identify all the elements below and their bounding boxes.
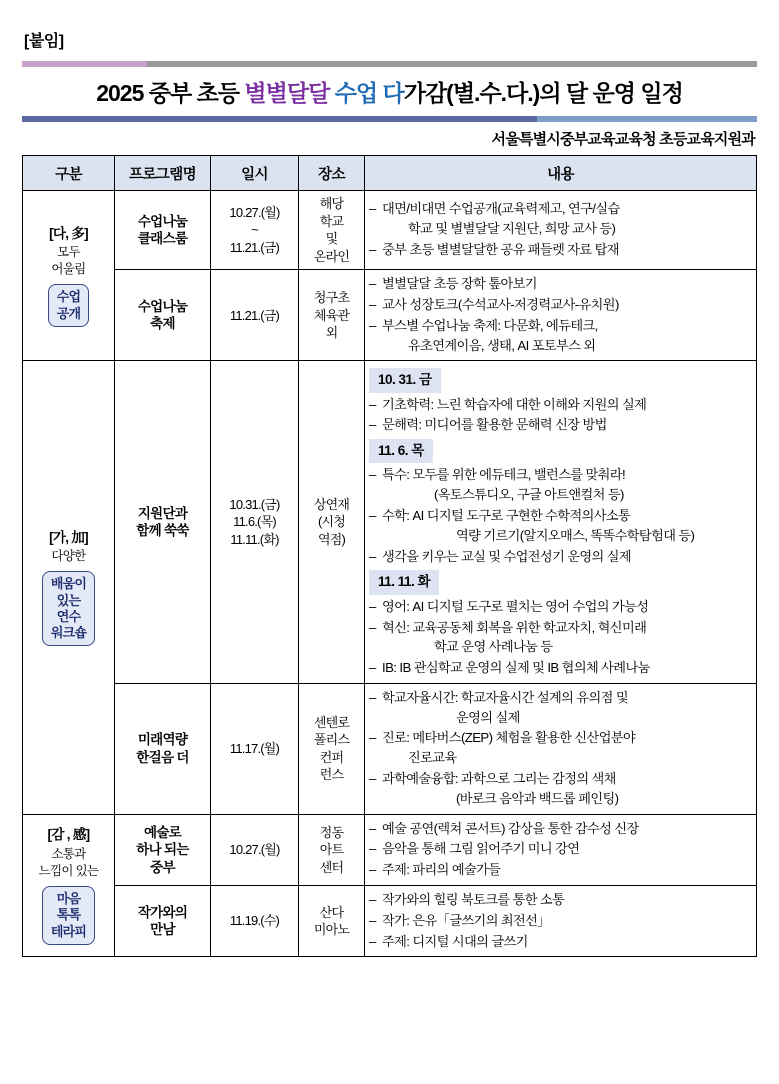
list-item — [369, 199, 752, 239]
place-line3: 센터 — [319, 859, 344, 875]
gubun-cell-ga — [23, 361, 115, 814]
list-item — [369, 316, 752, 356]
list-item — [369, 839, 752, 859]
list-item — [369, 932, 752, 952]
date-line1: 10.27.(월) — [229, 204, 280, 220]
place-line3: 외 — [325, 325, 338, 341]
program-line1: 미래역량 — [137, 732, 188, 748]
place-line1: 정동 — [319, 824, 344, 840]
content-text: 주제: 파리의 예술가들 — [382, 862, 501, 878]
gubun-sub-line2: 느낌이 있는 — [38, 863, 99, 878]
gubun-title: [다, 多] — [49, 225, 88, 241]
header-program: 프로그램명 — [115, 156, 211, 191]
place-line4: 온라인 — [313, 248, 350, 264]
gubun-sub-line2: 어울림 — [51, 262, 86, 277]
content-cell — [365, 361, 757, 684]
place-line3: 컨퍼 — [319, 749, 344, 765]
gubun-tag-line2: 톡톡 — [56, 907, 81, 923]
date-line1: 11.17.(월) — [229, 741, 280, 756]
gubun-tag — [42, 571, 95, 646]
place-line2: (시청 — [317, 514, 346, 530]
table-row — [23, 683, 757, 814]
program-name-cell — [115, 361, 211, 684]
content-text: 음악을 통해 그림 읽어주기 미니 강연 — [382, 841, 580, 857]
attachment-label: [붙임] — [24, 33, 64, 50]
place-line4: 런스 — [319, 767, 344, 783]
list-item — [369, 240, 752, 260]
program-name-cell — [115, 886, 211, 957]
date-line1: 10.27.(월) — [229, 842, 280, 858]
rule-segment-purple — [22, 61, 147, 67]
gubun-tag-line1: 수업 — [56, 289, 81, 305]
program-line1: 수업나눔 — [137, 213, 188, 229]
list-item — [369, 465, 752, 505]
place-line2: 폴리스 — [313, 732, 350, 748]
content-text: 특수: 모두를 위한 에듀테크, 밸런스를 맞춰라! — [382, 467, 626, 483]
place-line2: 체육관 — [313, 307, 350, 323]
list-item — [369, 911, 752, 931]
list-item — [369, 395, 752, 415]
program-line2: 함께 쑥쑥 — [136, 523, 189, 539]
date-cell — [211, 270, 299, 361]
list-item — [369, 890, 752, 910]
place-cell — [299, 886, 365, 957]
rule-segment-navy — [22, 116, 537, 122]
place-line1: 상연재 — [313, 496, 350, 512]
content-text: 영어: AI 디지털 도구로 펼치는 영어 수업의 가능성 — [382, 598, 649, 614]
header-content: 내용 — [365, 156, 757, 191]
program-line1: 지원단과 — [137, 505, 188, 521]
content-text: 예술 공연(렉쳐 콘서트) 감상을 통한 감수성 신장 — [382, 820, 639, 836]
content-text: 생각을 키우는 교실 및 수업전성기 운영의 실제 — [382, 548, 632, 564]
program-line2: 축제 — [150, 316, 175, 332]
rule-segment-lightblue — [537, 116, 758, 122]
content-text: 별별달달 초등 장학 톺아보기 — [382, 276, 537, 292]
date-line1: 11.19.(수) — [229, 913, 280, 929]
gubun-tag-line1: 배움이 — [50, 576, 87, 592]
content-text: 부스별 수업나눔 축제: 다문화, 에듀테크, — [382, 317, 598, 333]
list-item — [369, 688, 752, 728]
content-text: 중부 초등 별별달달한 공유 패들렛 자료 탑재 — [382, 241, 619, 257]
table-row — [23, 814, 757, 885]
rule-segment-gray — [147, 61, 757, 67]
list-item — [369, 274, 752, 294]
title-part-1: 2025 중부 초등 — [96, 80, 245, 106]
gubun-tag — [48, 284, 90, 327]
place-cell — [299, 814, 365, 885]
program-line1: 예술로 — [143, 824, 182, 840]
table-row — [23, 191, 757, 270]
gubun-tag-line4: 워크숍 — [50, 625, 87, 640]
place-line1: 산다 — [319, 904, 344, 920]
content-subheader: 11. 11. 화 — [369, 570, 439, 594]
table-row — [23, 361, 757, 684]
gubun-cell-da — [23, 191, 115, 361]
list-item — [369, 658, 752, 678]
list-item — [369, 295, 752, 315]
place-line1: 센텐로 — [313, 714, 350, 730]
content-continuation: (바로크 음악과 백드롭 페인팅) — [456, 790, 619, 806]
content-text: 수학: AI 디지털 도구로 구현한 수학적의사소통 — [382, 508, 631, 524]
place-line2: 아트 — [319, 842, 344, 858]
program-name-cell — [115, 191, 211, 270]
gubun-tag-line3: 연수 — [56, 608, 81, 624]
program-line2: 만남 — [150, 922, 175, 938]
content-text: 진로: 메타버스(ZEP) 체험을 활용한 신산업분야 — [382, 730, 636, 746]
content-text: IB: IB 관심학교 운영의 실제 및 IB 협의체 사례나눔 — [382, 660, 650, 676]
content-text: 과학예술융합: 과학으로 그리는 감정의 색채 — [382, 771, 616, 787]
date-line1: 11.21.(금) — [229, 307, 280, 323]
content-text: 문해력: 미디어를 활용한 문해력 신장 방법 — [382, 417, 607, 433]
list-item — [369, 728, 752, 768]
department-line: 서울특별시중부교육교육청 초등교육지원과 — [491, 131, 755, 148]
content-text: 교사 성장토크(수석교사-저경력교사-유치원) — [382, 296, 619, 312]
date-line3: 11.11.(화) — [230, 531, 279, 547]
title-part-3: 가감(별.수.다.)의 달 운영 일정 — [403, 80, 683, 106]
date-cell — [211, 361, 299, 684]
program-name-cell — [115, 270, 211, 361]
list-item — [369, 547, 752, 567]
place-line2: 학교 — [319, 213, 344, 229]
program-name-cell — [115, 814, 211, 885]
program-line1: 수업나눔 — [137, 298, 188, 314]
content-cell — [365, 683, 757, 814]
title-bottom-rule — [22, 116, 757, 122]
place-cell — [299, 191, 365, 270]
content-cell — [365, 814, 757, 885]
gubun-tag-line1: 마음 — [56, 891, 81, 907]
date-cell — [211, 683, 299, 814]
gubun-title: [감 , 感] — [47, 827, 90, 843]
content-cell — [365, 270, 757, 361]
list-item — [369, 597, 752, 617]
gubun-tag-line2: 있는 — [56, 592, 81, 608]
table-row — [23, 886, 757, 957]
header-gubun: 구분 — [23, 156, 115, 191]
content-continuation: 운영의 실제 — [456, 709, 520, 725]
header-place: 장소 — [299, 156, 365, 191]
content-cell — [365, 886, 757, 957]
schedule-table — [22, 155, 757, 957]
list-item — [369, 415, 752, 435]
place-cell — [299, 270, 365, 361]
gubun-cell-gam — [23, 814, 115, 957]
table-row — [23, 270, 757, 361]
content-continuation: 학교 운영 사례나눔 등 — [434, 639, 553, 655]
place-line1: 해당 — [319, 196, 344, 211]
program-name-cell — [115, 683, 211, 814]
place-line2: 미아노 — [313, 922, 350, 938]
header-date: 일시 — [211, 156, 299, 191]
place-line3: 역점) — [317, 531, 346, 547]
content-text: 혁신: 교육공동체 회복을 위한 학교자치, 혁신미래 — [382, 619, 647, 635]
place-cell — [299, 361, 365, 684]
content-text: 대면/비대면 수업공개(교육력제고, 연구/실습 — [382, 201, 620, 217]
gubun-title: [가, 加] — [49, 529, 88, 545]
date-cell — [211, 191, 299, 270]
content-text: 작가: 은유「글쓰기의 최전선」 — [382, 912, 550, 928]
date-cell — [211, 886, 299, 957]
table-header-row — [23, 156, 757, 191]
date-cell — [211, 814, 299, 885]
list-item — [369, 769, 752, 809]
content-continuation: 유초연계이음, 생태, AI 포토부스 외 — [408, 337, 596, 353]
date-line3: 11.21.(금) — [229, 239, 280, 255]
page-title — [22, 75, 757, 108]
content-text: 작가와의 힐링 북토크를 통한 소통 — [382, 892, 565, 908]
program-line2: 하나 되는 — [136, 842, 189, 858]
content-text: 학교자율시간: 학교자율시간 설계의 유의점 및 — [382, 689, 628, 705]
content-continuation: (옥토스튜디오, 구글 아트앤컬처 등) — [434, 487, 624, 503]
content-continuation: 진로교육 — [408, 750, 457, 766]
list-item — [369, 618, 752, 658]
content-subheader: 10. 31. 금 — [369, 368, 441, 392]
place-cell — [299, 683, 365, 814]
gubun-tag — [42, 886, 95, 945]
date-line2: ~ — [251, 222, 258, 238]
gubun-tag-line3: 테라피 — [50, 923, 87, 939]
place-line3: 및 — [325, 231, 338, 247]
title-top-rule — [22, 61, 757, 67]
content-continuation: 역량 기르기(알지오매스, 똑똑수학탐험대 등) — [456, 527, 695, 543]
content-continuation: 학교 및 별별달달 지원단, 희망 교사 등) — [408, 221, 616, 237]
gubun-sub-line1: 다양한 — [51, 549, 86, 563]
program-line2: 클래스룸 — [137, 231, 188, 247]
date-line1: 10.31.(금) — [229, 496, 280, 512]
list-item — [369, 819, 752, 839]
content-cell — [365, 191, 757, 270]
content-text: 기초학력: 느린 학습자에 대한 이해와 지원의 실제 — [382, 396, 647, 412]
program-line3: 중부 — [150, 859, 175, 875]
gubun-sub-line1: 모두 — [57, 244, 80, 259]
program-line1: 작가와의 — [137, 904, 188, 920]
title-emphasis-purple: 별별달달 — [244, 80, 330, 106]
title-emphasis-blue: 수업 다 — [334, 80, 404, 106]
list-item — [369, 860, 752, 880]
program-line2: 한걸음 더 — [136, 749, 189, 765]
content-text: 주제: 디지털 시대의 글쓰기 — [382, 933, 528, 949]
content-subheader: 11. 6. 목 — [369, 439, 433, 463]
gubun-tag-line2: 공개 — [56, 305, 81, 321]
list-item — [369, 506, 752, 546]
place-line1: 청구초 — [313, 289, 350, 305]
gubun-sub-line1: 소통과 — [51, 846, 86, 861]
date-line2: 11.6.(목) — [233, 514, 276, 530]
